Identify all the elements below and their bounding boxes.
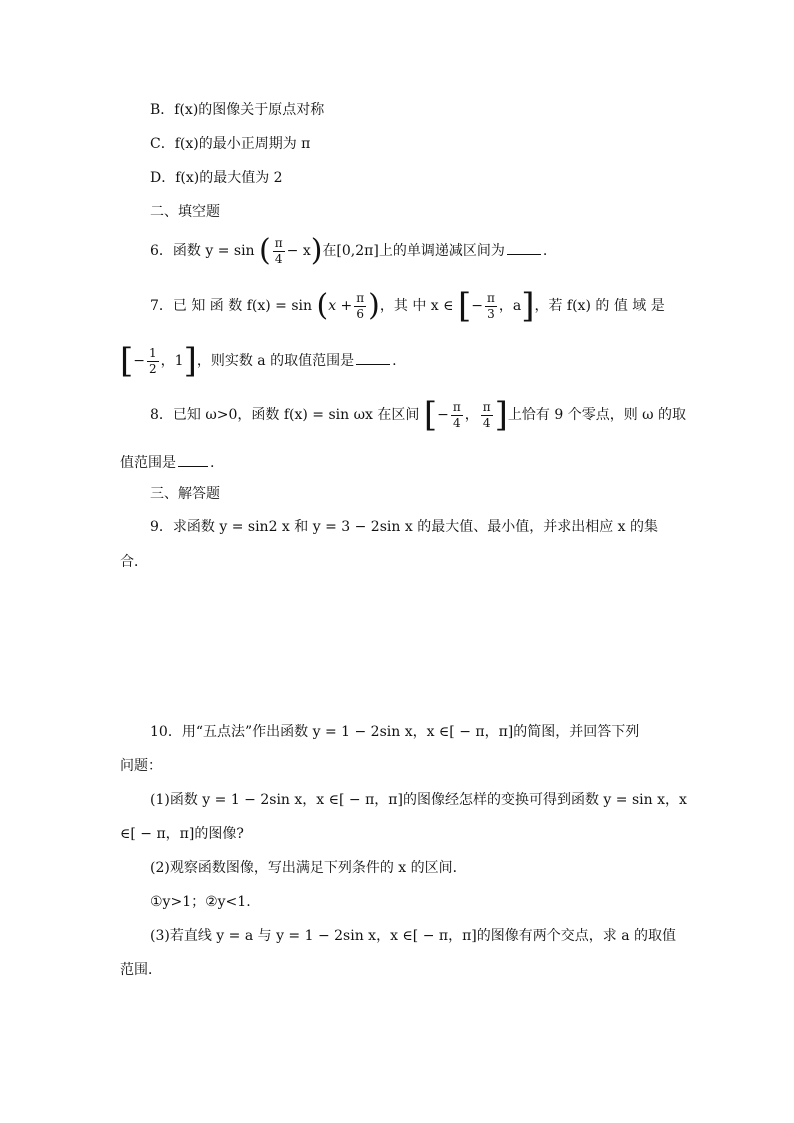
q7-range-sign: − (133, 353, 145, 369)
q7-range-num: 1 (149, 345, 157, 360)
question-9-line-2: 合． (120, 554, 148, 570)
question-10-part-1-line-1: (1)函数 y = 1 − 2sin x，x ∈[ − π，π]的图像经怎样的变换可得到函数 y = sin x，x (150, 792, 687, 808)
question-10-part-3-line-1: (3)若直线 y = a 与 y = 1 − 2sin x，x ∈[ − π，π]的图像有两个交点，求 a 的取值 (150, 928, 676, 944)
question-10-line-2: 问题： (120, 758, 162, 774)
q6-frac-den: 4 (274, 251, 283, 266)
question-7-line-1 (150, 286, 665, 326)
q7-range-den: 2 (149, 361, 157, 376)
question-9-line-1: 9．求函数 y = sin2 x 和 y = 3 − 2sin x 的最大值、最小值，并求出相应 x 的集 (150, 519, 658, 535)
q7-right-paren: ) (368, 288, 380, 323)
q7-range-right-bracket: ] (183, 341, 197, 381)
q8-line2-text: 值范围是 (120, 455, 176, 471)
q8-hi-sep: ， (464, 407, 479, 423)
question-10-part-2: (2)观察函数图像，写出满足下列条件的 x 的区间． (150, 860, 467, 876)
q8-postfix: 上恰有 9 个零点，则 ω 的取 (507, 407, 687, 423)
q7-prefix: 7．已 知 函 数 f(x) = sin (150, 298, 313, 314)
question-10-part-2-conditions: ①y>1；②y<1. (150, 894, 251, 910)
q8-end: . (210, 455, 215, 471)
q7-range-left-bracket: [ (120, 341, 134, 381)
q6-prefix: 6．函数 y = sin (150, 243, 255, 259)
section-heading-fill-in: 二、填空题 (150, 204, 220, 220)
q6-right-paren: ) (310, 233, 323, 268)
q8-lo-fraction (451, 401, 463, 430)
question-10-part-1-line-2: ∈[ − π，π]的图像? (120, 826, 244, 842)
q8-hi-num: π (482, 399, 491, 414)
q5-option-c: C．f(x)的最小正周期为 π (150, 136, 311, 152)
q5-option-b: B．f(x)的图像关于原点对称 (150, 102, 325, 118)
question-8-line-2 (120, 454, 214, 470)
q8-lo-sign: − (437, 407, 449, 423)
q7-answer-blank[interactable] (356, 352, 390, 365)
q8-lo-den: 4 (452, 415, 461, 430)
q8-hi-fraction (481, 401, 493, 430)
q7-left-bracket: [ (457, 286, 472, 326)
q6-left-paren: ( (259, 233, 271, 268)
q7-line2-postfix: ，则实数 a 的取值范围是 (196, 353, 355, 369)
q7-hi: ，a (498, 298, 522, 314)
q6-end: . (542, 243, 548, 259)
q7-range-hi: ，1 (160, 353, 184, 369)
q5-option-d: D．f(x)的最大值为 2 (150, 170, 283, 186)
q7-right-bracket: ] (521, 286, 535, 326)
q7-inner: x + (328, 298, 353, 314)
q7-frac-num: π (356, 290, 365, 305)
q8-answer-blank[interactable] (178, 454, 208, 467)
q7-end: . (392, 353, 397, 369)
question-8-line-1 (150, 395, 687, 435)
q8-left-bracket: [ (423, 395, 438, 435)
q7-lo-fraction (485, 292, 497, 321)
question-6 (150, 233, 548, 268)
q7-frac-den: 6 (356, 306, 365, 321)
q8-prefix: 8．已知 ω>0，函数 f(x) = sin ωx 在区间 (150, 407, 420, 423)
q7-lo-num: π (486, 290, 495, 305)
section-heading-solutions: 三、解答题 (150, 486, 220, 502)
q7-range-fraction (147, 347, 159, 376)
question-7-line-2 (120, 341, 397, 381)
q6-fraction (273, 237, 285, 266)
q7-left-paren: ( (316, 288, 329, 323)
question-10-part-3-line-2: 范围． (120, 962, 162, 978)
q6-mid: − x (286, 243, 311, 259)
q8-right-bracket: ] (494, 395, 508, 435)
q6-answer-blank[interactable] (507, 242, 541, 255)
question-10-line-1: 10．用“五点法”作出函数 y = 1 − 2sin x，x ∈[ − π，π]的简图，并回答下列 (150, 724, 640, 740)
q7-postfix: ，若 f(x) 的 值 域 是 (534, 298, 665, 314)
q8-hi-den: 4 (482, 415, 491, 430)
q7-lo-sign: − (471, 298, 483, 314)
q6-frac-num: π (274, 235, 283, 250)
q6-postfix: 在[0,2π]上的单调递减区间为 (322, 243, 505, 259)
q8-lo-num: π (452, 399, 461, 414)
q7-mid: ，其 中 x ∈ (379, 298, 454, 314)
q7-lo-den: 3 (487, 306, 495, 321)
q7-fraction (354, 292, 366, 321)
